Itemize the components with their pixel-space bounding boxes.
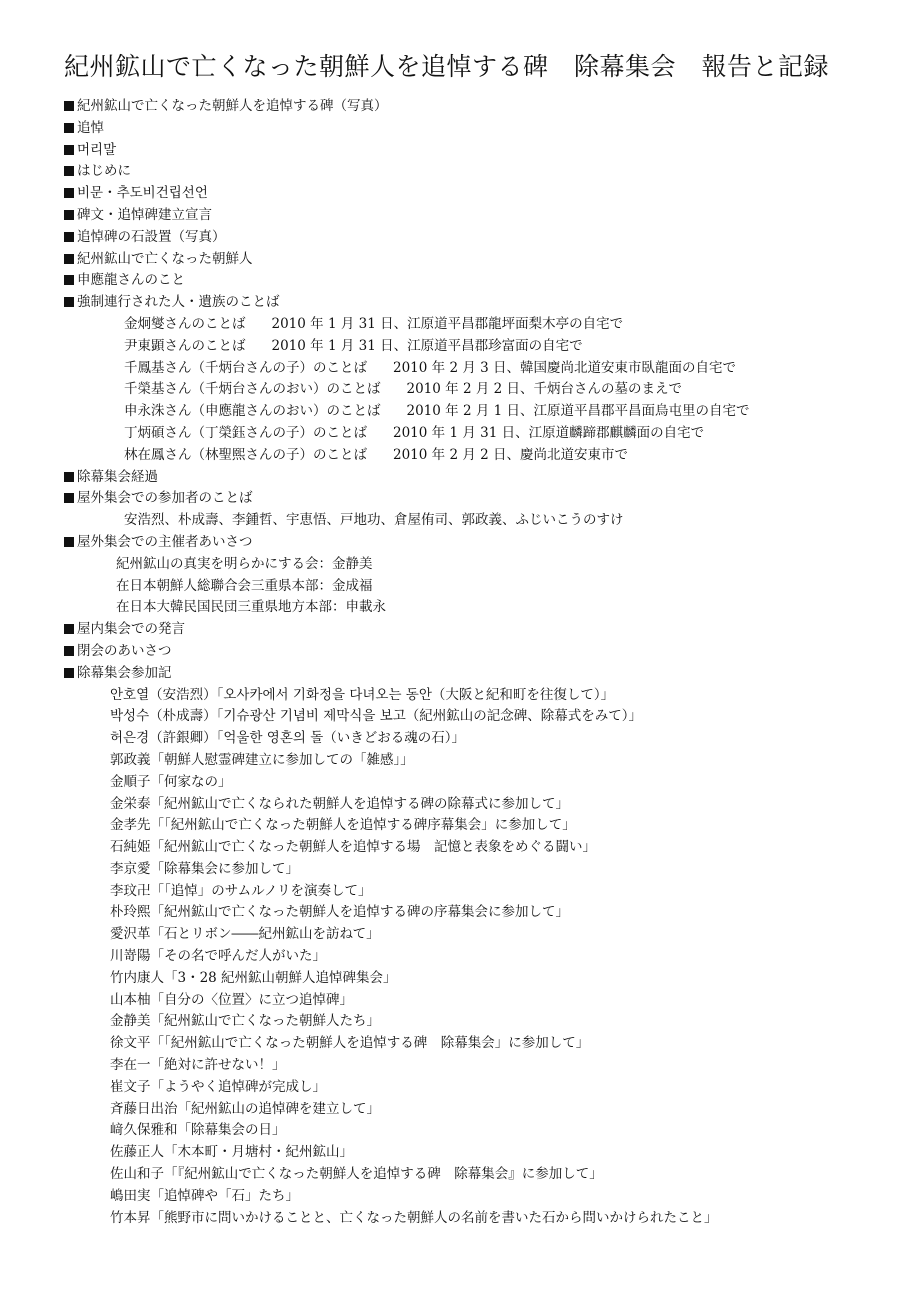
toc-item-text: 山本柚「自分の〈位置〉に立つ追悼碑」 (110, 991, 353, 1008)
toc-sub-item (64, 1164, 904, 1186)
toc-item-text: 박성수（朴成壽）「기슈광산 기념비 제막식을 보고（紀州鉱山の記念碑、除幕式をみて）」 (110, 708, 643, 725)
toc-section-item (64, 270, 904, 292)
toc-section-item (64, 118, 904, 140)
toc-item-text: 在日本大韓民国民団三重県地方本部：申載永 (116, 599, 386, 616)
toc-sub-item (64, 881, 904, 903)
toc-sub-item (64, 1186, 904, 1208)
toc-item-text: 強制連行された人・遺族のことば (77, 294, 280, 311)
toc-sub-item (64, 968, 904, 990)
toc-sub-item (64, 510, 904, 532)
toc-sub-item (64, 772, 904, 794)
toc-section-item (64, 532, 904, 554)
toc-item-note: 2010 年 1 月 31 日、江原道平昌郡珍富面の自宅で (271, 337, 583, 354)
toc-section-item (64, 292, 904, 314)
toc-item-text: 川嵜陽「その名で呼んだ人がいた」 (110, 948, 326, 965)
toc-sub-item (64, 1011, 904, 1033)
toc-sub-item (64, 859, 904, 881)
square-bullet-icon (64, 668, 74, 678)
toc-section-item (64, 663, 904, 685)
toc-sub-item (64, 314, 904, 336)
toc-section-item (64, 641, 904, 663)
toc-sub-item (64, 423, 904, 445)
toc-sub-item (64, 794, 904, 816)
toc-sub-item (64, 576, 904, 598)
toc-item-text: 李在一「絶対に許せない！」 (110, 1057, 286, 1074)
toc-item-text: 金順子「何家なの」 (110, 773, 232, 790)
toc-item-text: 屋内集会での発言 (77, 621, 185, 638)
toc-sub-item (64, 685, 904, 707)
square-bullet-icon (64, 297, 74, 307)
square-bullet-icon (64, 646, 74, 656)
toc-sub-item (64, 1099, 904, 1121)
toc-sub-item (64, 1208, 904, 1230)
square-bullet-icon (64, 232, 74, 242)
toc-sub-item (64, 1142, 904, 1164)
toc-item-text: 郭政義「朝鮮人慰霊碑建立に参加しての「雑感」」 (110, 751, 414, 768)
toc-section-item (64, 619, 904, 641)
square-bullet-icon (64, 210, 74, 220)
toc-item-text: 비문・추도비건립선언 (77, 185, 208, 202)
toc-section-item (64, 227, 904, 249)
toc-item-text: 除幕集会参加記 (77, 664, 172, 681)
toc-item-text: 追悼碑の石設置（写真） (77, 228, 226, 245)
toc-item-text: はじめに (77, 163, 131, 180)
toc-item-note: 2010 年 2 月 3 日、韓国慶尚北道安東市臥龍面の自宅で (393, 359, 736, 376)
toc-section-item (64, 488, 904, 510)
toc-item-text: 丁炳碩さん（丁榮鈺さんの子）のことば (124, 424, 367, 441)
toc-item-text: 紀州鉱山で亡くなった朝鮮人 (77, 250, 253, 267)
toc-section-item (64, 467, 904, 489)
toc-sub-item (64, 597, 904, 619)
toc-sub-item (64, 358, 904, 380)
toc-item-text: 金炯燮さんのことば (124, 315, 246, 332)
toc-sub-item (64, 1120, 904, 1142)
toc-item-text: 李玟卍「「追悼」のサムルノリを演奏して」 (110, 882, 372, 899)
square-bullet-icon (64, 493, 74, 503)
toc-sub-item (64, 445, 904, 467)
toc-item-text: 斉藤日出治「紀州鉱山の追悼碑を建立して」 (110, 1100, 380, 1117)
toc-sub-item (64, 902, 904, 924)
toc-item-text: 紀州鉱山で亡くなった朝鮮人を追悼する碑（写真） (77, 98, 388, 114)
toc-item-text: 허은경（許銀卿）「억울한 영혼의 돌（いきどおる魂の石）」 (110, 730, 465, 747)
square-bullet-icon (64, 472, 74, 482)
toc-sub-item (64, 728, 904, 750)
toc-section-item (64, 205, 904, 227)
toc-item-text: 千榮基さん（千炳台さんのおい）のことば (124, 381, 381, 398)
toc-sub-item (64, 379, 904, 401)
toc-item-text: 申永洙さん（申應龍さんのおい）のことば (124, 403, 381, 420)
toc-section-item (64, 183, 904, 205)
toc-item-text: 崔文子「ようやく追悼碑が完成し」 (110, 1078, 326, 1095)
toc-item-text: 林在鳳さん（林聖煕さんの子）のことば (124, 446, 367, 463)
toc-sub-item (64, 990, 904, 1012)
square-bullet-icon (64, 188, 74, 198)
toc-sub-item (64, 336, 904, 358)
toc-item-text: 﨑久保雅和「除幕集会の日」 (110, 1122, 286, 1139)
toc-item-text: 申應龍さんのこと (77, 272, 185, 289)
toc-sub-item (64, 554, 904, 576)
toc-item-text: 愛沢革「石とリボン――紀州鉱山を訪ねて」 (110, 926, 380, 943)
toc-sub-item (64, 1055, 904, 1077)
toc-item-note: 2010 年 2 月 2 日、慶尚北道安東市で (393, 446, 628, 463)
page-title: 紀州鉱山で亡くなった朝鮮人を追悼する碑 除幕集会 報告と記録 (64, 52, 830, 81)
toc-section-item (64, 249, 904, 271)
toc-item-text: 佐藤正人「木本町・月塘村・紀州鉱山」 (110, 1144, 353, 1161)
toc-sub-item (64, 837, 904, 859)
toc-item-text: 머리말 (77, 141, 117, 158)
toc-item-text: 屋外集会での参加者のことば (77, 490, 253, 507)
square-bullet-icon (64, 275, 74, 285)
toc-item-text: 安浩烈、朴成壽、李鍾哲、宇恵悟、戸地功、倉屋侑司、郭政義、ふじいこうのすけ (124, 512, 624, 529)
square-bullet-icon (64, 101, 74, 111)
toc-item-text: 追悼 (77, 119, 104, 136)
square-bullet-icon (64, 624, 74, 634)
toc-sub-item (64, 946, 904, 968)
toc-item-text: 石純姫「紀州鉱山で亡くなった朝鮮人を追悼する場 記憶と表象をめぐる闘い」 (110, 839, 596, 856)
toc-sub-item (64, 924, 904, 946)
toc-section-item (64, 140, 904, 162)
square-bullet-icon (64, 166, 74, 176)
toc-item-text: 尹東顕さんのことば (124, 337, 246, 354)
toc-item-text: 徐文平「「紀州鉱山で亡くなった朝鮮人を追悼する碑 除幕集会」に参加して」 (110, 1035, 590, 1052)
toc-item-text: 竹本昇「熊野市に問いかけることと、亡くなった朝鮮人の名前を書いた石から問いかけられたこと」 (110, 1209, 718, 1226)
toc-item-text: 李京愛「除幕集会に参加して」 (110, 860, 299, 877)
toc-item-text: 金栄泰「紀州鉱山で亡くなられた朝鮮人を追悼する碑の除幕式に参加して」 (110, 795, 569, 812)
toc-item-text: 金静美「紀州鉱山で亡くなった朝鮮人たち」 (110, 1013, 380, 1030)
toc-item-note: 2010 年 2 月 2 日、千炳台さんの墓のまえで (406, 381, 682, 398)
toc-item-text: 屋外集会での主催者あいさつ (77, 533, 253, 550)
toc-item-text: 紀州鉱山の真実を明らかにする会：金静美 (116, 555, 373, 572)
toc-item-text: 佐山和子「『紀州鉱山で亡くなった朝鮮人を追悼する碑 除幕集会』に参加して」 (110, 1166, 603, 1183)
toc-item-text: 在日本朝鮮人総聯合会三重県本部：金成福 (116, 577, 373, 594)
toc-item-text: 안호열（安浩烈）「오사카에서 기화정을 다녀오는 동안（大阪と紀和町を往復して）」 (110, 686, 615, 703)
toc-item-note: 2010 年 1 月 31 日、江原道平昌郡龍坪面梨木亭の自宅で (271, 315, 624, 332)
toc-sub-item (64, 401, 904, 423)
square-bullet-icon (64, 145, 74, 155)
toc-item-text: 嶋田実「追悼碑や「石」たち」 (110, 1187, 299, 1204)
toc-sub-item (64, 815, 904, 837)
toc-item-text: 金孝先「「紀州鉱山で亡くなった朝鮮人を追悼する碑序幕集会」に参加して」 (110, 817, 576, 834)
toc-sub-item (64, 706, 904, 728)
toc-item-text: 千鳳基さん（千炳台さんの子）のことば (124, 359, 367, 376)
square-bullet-icon (64, 537, 74, 547)
toc-item-note: 2010 年 2 月 1 日、江原道平昌郡平昌面烏屯里の自宅で (406, 403, 750, 420)
toc-item-text: 閉会のあいさつ (77, 642, 172, 659)
toc-section-item (64, 96, 904, 118)
toc-item-text: 除幕集会経過 (77, 468, 158, 485)
table-of-contents (64, 96, 904, 1229)
toc-item-text: 朴玲熙「紀州鉱山で亡くなった朝鮮人を追悼する碑の序幕集会に参加して」 (110, 904, 569, 921)
square-bullet-icon (64, 123, 74, 133)
toc-sub-item (64, 750, 904, 772)
toc-item-text: 碑文・追悼碑建立宣言 (77, 206, 212, 223)
toc-sub-item (64, 1033, 904, 1055)
toc-sub-item (64, 1077, 904, 1099)
toc-section-item (64, 161, 904, 183)
toc-item-note: 2010 年 1 月 31 日、江原道麟蹄郡麒麟面の自宅で (393, 424, 705, 441)
square-bullet-icon (64, 254, 74, 264)
toc-item-text: 竹内康人「3・28 紀州鉱山朝鮮人追悼碑集会」 (110, 969, 397, 986)
